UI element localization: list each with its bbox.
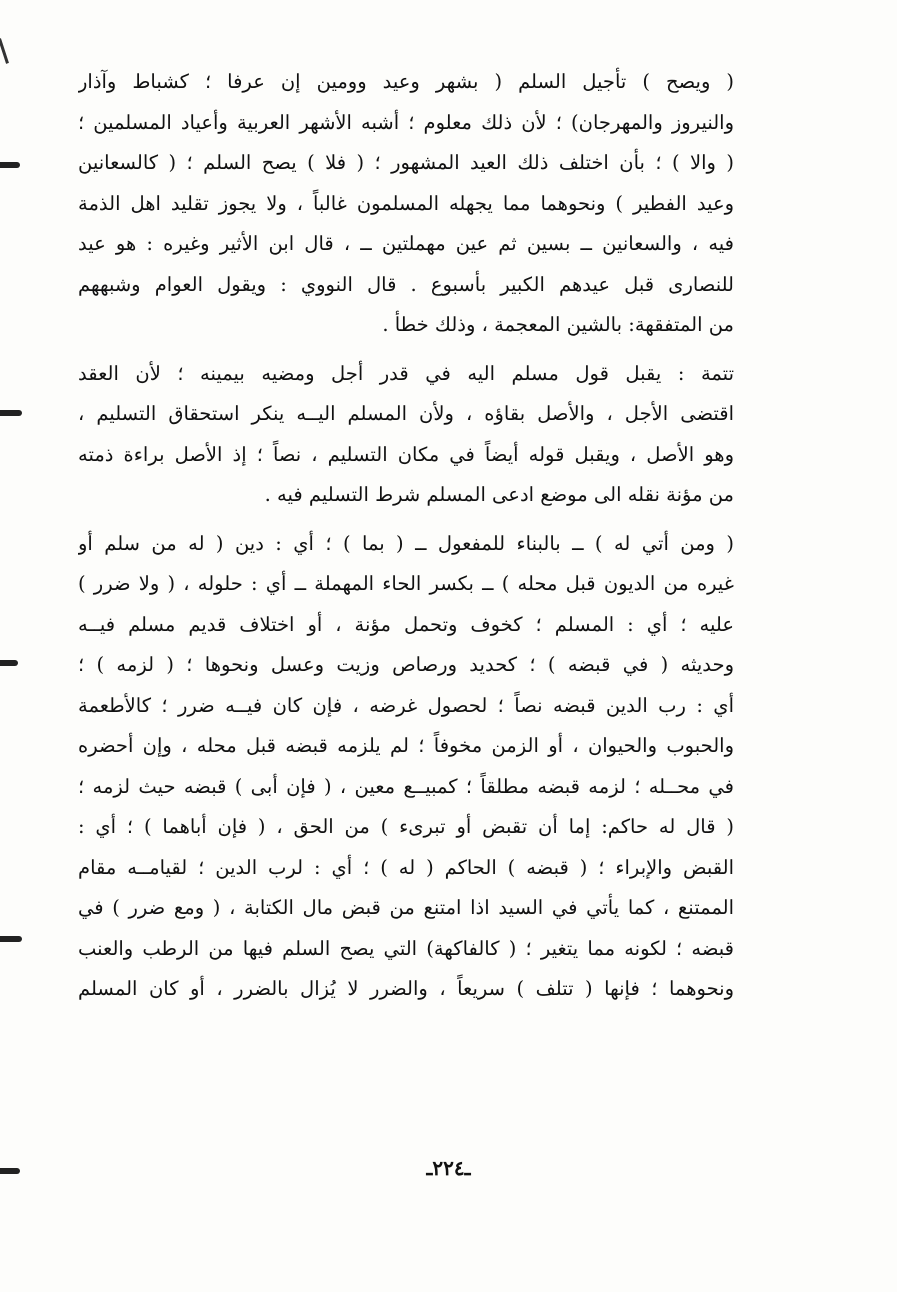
- text-line: للنصارى قبل عيدهم الكبير بأسبوع . قال النووي : ويقول العوام وشبههم: [78, 272, 734, 296]
- binding-edge-mark: [0, 162, 20, 168]
- binding-edge-mark: [0, 936, 22, 942]
- text-line: فيه ، والسعانين ــ بسين ثم عين مهملتين ــ ، قال ابن الأثير وغيره : هو عيد: [78, 232, 734, 255]
- text-line: تتمة : يقبل قول مسلم اليه في قدر أجل ومضيه بيمينه ؛ لأن العقد: [78, 361, 734, 385]
- paragraph-early-delivery: [78, 524, 734, 1010]
- paragraph-supplement: [78, 354, 734, 516]
- text-line: ونحوهما ؛ فإنها ( تتلف ) سريعاً ، والضرر لا يُزال بالضرر ، أو كان المسلم: [78, 977, 734, 1000]
- text-line: قبضه ؛ لكونه مما يتغير ؛ ( كالفاكهة) التي يصح السلم فيها من الرطب والعنب: [78, 936, 734, 960]
- page-number: ـ٢٢٤ـ: [426, 1156, 471, 1180]
- text-line: وعيد الفطير ) ونحوهما مما يجهله المسلمون غالباً ، ولا يجوز تقليد اهل الذمة: [78, 191, 734, 215]
- paragraph-date-terms: [78, 62, 734, 346]
- text-line: اقتضى الأجل ، والأصل بقاؤه ، ولأن المسلم اليــه ينكر استحقاق التسليم ،: [78, 402, 734, 425]
- text-line: والنيروز والمهرجان) ؛ لأن ذلك معلوم ؛ أشبه الأشهر العربية وأعياد المسلمين ؛: [78, 110, 734, 134]
- binding-edge-mark: [0, 410, 22, 416]
- text-line: الممتنع ، كما يأتي في السيد اذا امتنع من قبض مال الكتابة ، ( ومع ضرر ) في: [78, 896, 734, 919]
- text-line: عليه ؛ أي : المسلم ؛ كخوف وتحمل مؤنة ، أو اختلاف قديم مسلم فيــه: [78, 612, 734, 636]
- text-line: وهو الأصل ، ويقبل قوله أيضاً في مكان التسليم ، نصاً ؛ إذ الأصل براءة ذمته: [78, 442, 734, 466]
- text-line: أي : رب الدين قبضه نصاً ؛ لحصول غرضه ، فإن كان فيــه ضرر ؛ كالأطعمة: [78, 693, 734, 717]
- text-line: في محــله ؛ لزمه قبضه مطلقاً ؛ كمبيــع معين ، ( فإن أبى ) قبضه حيث لزمه ؛: [78, 774, 734, 798]
- paragraph-gap: [78, 346, 734, 354]
- text-line: ( والا ) ؛ بأن اختلف ذلك العيد المشهور ؛ ( فلا ) يصح السلم ؛ ( كالسعانين: [78, 151, 734, 174]
- text-line: القبض والإبراء ؛ ( قبضه ) الحاكم ( له ) ؛ أي : لرب الدين ؛ لقيامــه مقام: [78, 855, 734, 879]
- text-line: من مؤنة نقله الى موضع ادعى المسلم شرط التسليم فيه .: [264, 483, 734, 506]
- binding-edge-mark: [0, 660, 18, 666]
- text-line: ( قال له حاكم: إما أن تقبض أو تبرىء ) من الحق ، ( فإن أباهما ) ؛ أي :: [78, 815, 734, 838]
- text-line: من المتفقهة: بالشين المعجمة ، وذلك خطأ .: [382, 313, 734, 336]
- body-text: [78, 62, 734, 1010]
- page-corner-mark: [0, 38, 9, 64]
- text-line: وحديثه ( في قبضه ) ؛ كحديد ورصاص وزيت وعسل ونحوها ؛ ( لزمه ) ؛: [78, 653, 734, 676]
- paragraph-gap: [78, 516, 734, 524]
- text-line: والحبوب والحيوان ، أو الزمن مخوفاً ؛ لم يلزمه قبضه قبل محله ، وإن أحضره: [78, 734, 734, 757]
- text-line: ( ومن أتي له ) ــ بالبناء للمفعول ــ ( بما ) ؛ أي : دين ( له من سلم أو: [78, 531, 734, 555]
- text-line: ( ويصح ) تأجيل السلم ( بشهر وعيد وومين إن عرفا ؛ كشباط وآذار: [78, 70, 734, 93]
- text-line: غيره من الديون قبل محله ) ــ بكسر الحاء المهملة ــ أي : حلوله ، ( ولا ضرر ): [78, 572, 734, 595]
